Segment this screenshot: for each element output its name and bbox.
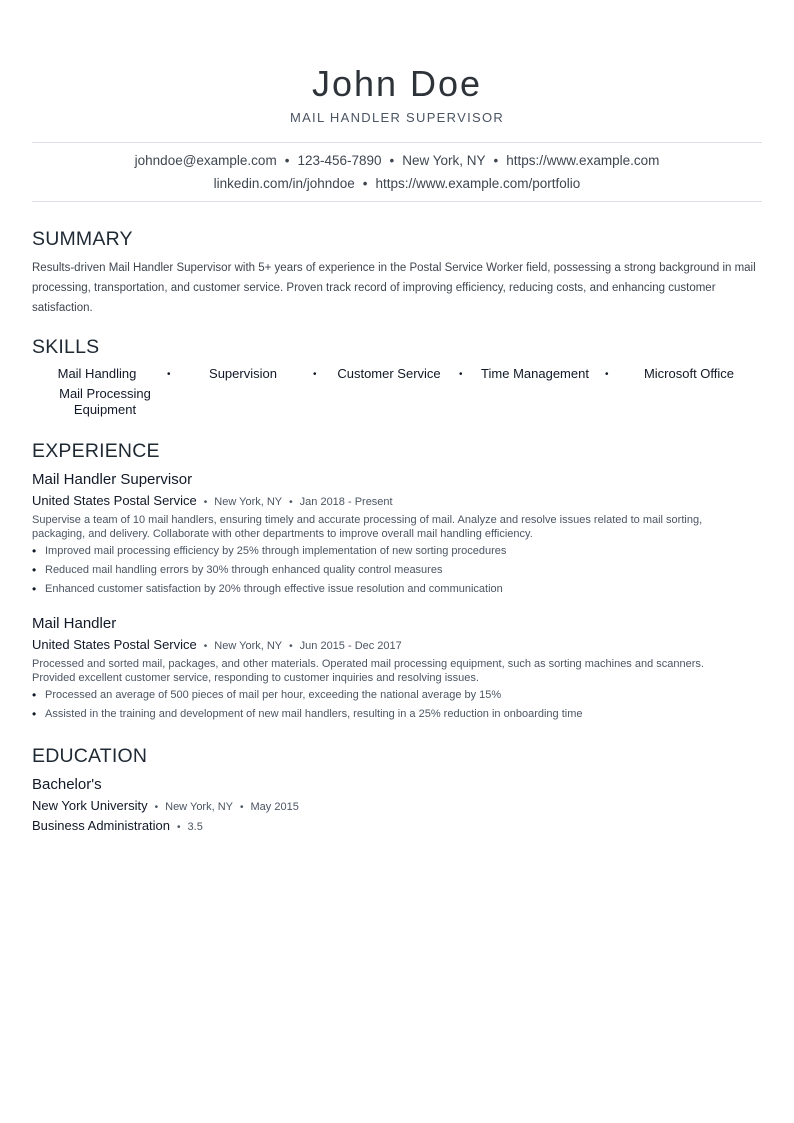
summary-text: Results-driven Mail Handler Supervisor with 5+ years of experience in the Postal Service Worker field, possessing a strong background in mail processing, transportation, and customer service. Proven track record of improving efficiency, reducing costs, and enhancing customer satisfaction.: [32, 262, 756, 314]
contact-website[interactable]: https://www.example.com: [506, 153, 660, 168]
meta-separator: •: [240, 802, 244, 813]
achievement-text: Enhanced customer satisfaction by 20% through effective issue resolution and communication: [45, 583, 503, 595]
skill-item: Time Management: [481, 366, 589, 381]
meta-separator: •: [154, 802, 159, 813]
education-location: New York, NY: [165, 801, 233, 813]
bullet-icon: •: [32, 582, 37, 596]
header-divider-top: [32, 142, 762, 143]
summary-heading: SUMMARY: [32, 228, 133, 250]
skill-separator: •: [459, 369, 463, 380]
job-meta: [32, 493, 393, 511]
meta-separator: •: [289, 497, 293, 508]
skill-separator: •: [313, 369, 317, 380]
achievement-item: [32, 542, 762, 561]
achievement-text: Processed an average of 500 pieces of mail per hour, exceeding the national average by 15%: [45, 689, 502, 701]
skill-separator: •: [167, 369, 171, 380]
skill-separator: •: [605, 369, 609, 380]
contact-separator: •: [389, 153, 395, 168]
skill-item: Customer Service: [337, 366, 441, 381]
candidate-role: MAIL HANDLER SUPERVISOR: [289, 110, 505, 125]
job-description: Processed and sorted mail, packages, and other materials. Operated mail processing equipment, such as sorting machines and scanners. Provided excellent customer service, responding to customer inquiries and resolving issues.: [32, 658, 704, 684]
job-title: Mail Handler: [32, 615, 117, 632]
skill-item: Mail Processing Equipment: [59, 386, 151, 417]
contact-email[interactable]: johndoe@example.com: [134, 153, 277, 168]
job-company: United States Postal Service: [32, 493, 197, 508]
contact-location: New York, NY: [402, 153, 486, 168]
job-achievements: [32, 686, 762, 724]
education-field: Business Administration: [32, 818, 171, 833]
achievement-text: Improved mail processing efficiency by 25% through implementation of new sorting procedures: [45, 545, 507, 557]
bullet-icon: •: [32, 563, 37, 577]
achievement-text: Reduced mail handling errors by 30% through enhanced quality control measures: [45, 564, 443, 576]
education-gpa: 3.5: [187, 821, 203, 833]
contact-linkedin[interactable]: linkedin.com/in/johndoe: [213, 176, 355, 191]
meta-separator: •: [203, 641, 208, 652]
education-school: New York University: [32, 798, 148, 813]
job-dates: Jan 2018 - Present: [299, 496, 393, 508]
skill-item: Microsoft Office: [643, 366, 735, 381]
skill-item: Supervision: [209, 366, 277, 381]
job-dates: Jun 2015 - Dec 2017: [299, 640, 402, 652]
bullet-icon: •: [32, 544, 37, 558]
education-meta: [32, 798, 299, 816]
job-description: Supervise a team of 10 mail handlers, ensuring timely and accurate processing of mail. Analyze and resolve issues related to mail sorting, packaging, and delivery. Collaborate with other departments to improve overall mail handling efficiency.: [32, 514, 703, 540]
meta-separator: •: [203, 497, 208, 508]
achievement-item: [32, 705, 762, 724]
contact-line-2: [32, 175, 762, 193]
job-company: United States Postal Service: [32, 637, 197, 652]
bullet-icon: •: [32, 707, 37, 721]
contact-separator: •: [362, 176, 368, 191]
contact-line-1: [32, 152, 762, 170]
meta-separator: •: [289, 641, 293, 652]
meta-separator: •: [177, 822, 181, 833]
bullet-icon: •: [32, 688, 37, 702]
job-location: New York, NY: [214, 640, 283, 652]
job-title: Mail Handler Supervisor: [32, 471, 193, 488]
education-heading: EDUCATION: [32, 745, 148, 767]
achievement-item: [32, 561, 762, 580]
achievement-item: [32, 580, 762, 599]
education-field-meta: [32, 818, 203, 836]
candidate-name: John Doe: [311, 63, 483, 104]
job-achievements: [32, 542, 762, 599]
contact-separator: •: [493, 153, 499, 168]
skills-heading: SKILLS: [32, 336, 100, 358]
contact-separator: •: [284, 153, 290, 168]
contact-phone[interactable]: 123-456-7890: [297, 153, 382, 168]
job-location: New York, NY: [214, 496, 283, 508]
header-divider-bottom: [32, 201, 762, 202]
achievement-item: [32, 686, 762, 705]
education-degree: Bachelor's: [32, 776, 102, 793]
skill-item: Mail Handling: [57, 366, 137, 381]
experience-heading: EXPERIENCE: [32, 440, 160, 462]
achievement-text: Assisted in the training and development of new mail handlers, resulting in a 25% reduction in onboarding time: [45, 708, 583, 720]
education-date: May 2015: [250, 801, 299, 813]
contact-portfolio[interactable]: https://www.example.com/portfolio: [375, 176, 581, 191]
job-meta: [32, 637, 402, 655]
